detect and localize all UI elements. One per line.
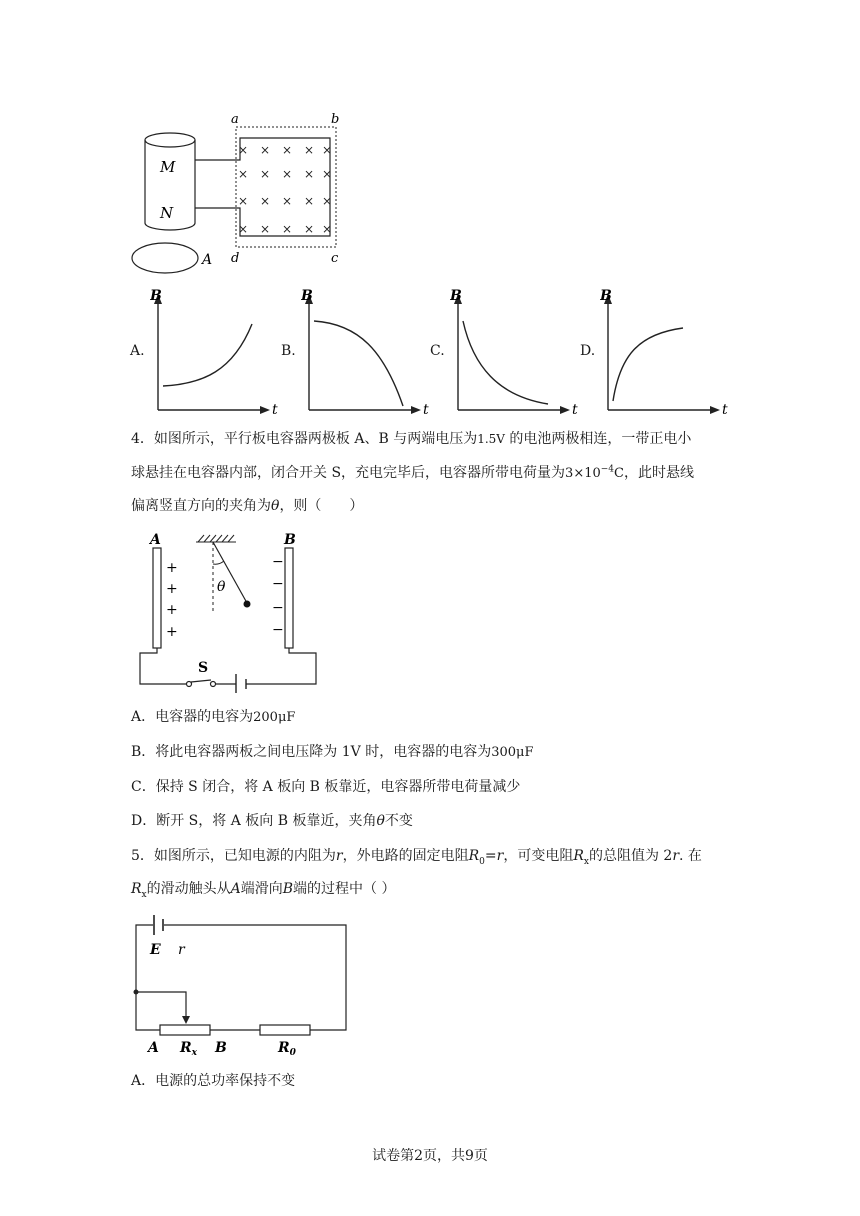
q4-figure	[136, 528, 326, 693]
q4-option-d[interactable]: D．断开 S，将 A 板向 B 板靠近，夹角θ不变	[131, 813, 413, 829]
field-x-mark: ×	[260, 194, 271, 208]
q4-option-b[interactable]: B．将此电容器两板之间电压降为 1V 时，电容器的电容为300μF	[131, 744, 534, 760]
b-t-curve	[463, 321, 548, 404]
minus-sign: −	[272, 576, 284, 592]
q4-line-2: 球悬挂在电容器内部，闭合开关 S，充电完毕后，电容器所带电荷量为$3\times 10^{-4}C$，此时悬线	[131, 464, 694, 481]
plate-a	[153, 548, 161, 648]
field-x-mark: ×	[238, 167, 249, 181]
switch-s[interactable]	[187, 680, 216, 687]
plus-sign: +	[166, 581, 178, 597]
charged-ball	[244, 601, 251, 608]
minus-sign: −	[272, 600, 284, 616]
q3-option-label[interactable]: D.	[580, 343, 596, 359]
emf-label: E	[150, 942, 161, 958]
plate-a-label: A	[150, 532, 161, 548]
plate-b	[285, 548, 293, 648]
ring-a	[132, 243, 198, 273]
internal-resistance-label: r	[178, 942, 185, 958]
corner-a: a	[231, 112, 239, 127]
corner-b: b	[331, 112, 340, 127]
negative-charges	[272, 554, 284, 638]
x-axis-arrow	[710, 406, 720, 414]
field-x-mark: ×	[282, 167, 293, 181]
magnetic-field-marks	[238, 143, 332, 236]
field-x-mark: ×	[304, 167, 315, 181]
page-footer: 试卷第2页，共9页	[372, 1148, 488, 1164]
graph-axes	[158, 296, 266, 410]
q3-option-graph[interactable]	[150, 286, 285, 416]
plate-b-label: B	[284, 532, 296, 548]
q4-line-1: 4．如图所示，平行板电容器两极板 A、B 与两端电压为1.5V 的电池两极相连，一带正电小	[131, 431, 692, 447]
q3-option-label[interactable]: B.	[281, 343, 296, 359]
field-x-mark: ×	[304, 194, 315, 208]
q5-line-1: 5．如图所示，已知电源的内阻为r，外电路的固定电阻$R_0=r$，可变电阻$R_x$的总阻值为 2r. 在	[131, 848, 702, 867]
circuit-wire	[140, 648, 316, 684]
field-x-mark: ×	[322, 194, 333, 208]
r0-label: $R_0$	[278, 1040, 296, 1058]
node-b-label: B	[215, 1040, 227, 1056]
q3-option-label[interactable]: A.	[130, 343, 145, 359]
q3-option-label[interactable]: C.	[430, 343, 445, 359]
plus-sign: +	[166, 602, 178, 618]
q3-option-graph[interactable]	[301, 286, 436, 416]
fixed-resistor-r0	[260, 1025, 310, 1035]
y-axis-label: B	[450, 288, 462, 304]
field-x-mark: ×	[322, 222, 333, 236]
q3-figure	[120, 108, 360, 278]
x-axis-label: t	[272, 402, 278, 416]
x-axis-label: t	[722, 402, 728, 416]
q5-line-2: $R_x$的滑动触头从A端滑向B端的过程中（ ）	[131, 881, 396, 900]
x-axis-label: t	[423, 402, 429, 416]
positive-charges	[166, 560, 178, 640]
field-x-mark: ×	[238, 194, 249, 208]
corner-d: d	[231, 251, 240, 266]
field-x-mark: ×	[282, 143, 293, 157]
field-x-mark: ×	[282, 194, 293, 208]
q4-line-3: 偏离竖直方向的夹角为θ，则（ ）	[131, 498, 364, 514]
x-axis-arrow	[560, 406, 570, 414]
battery	[236, 674, 246, 693]
cylinder-label-n: N	[160, 204, 174, 222]
cylinder-label-m: M	[160, 158, 176, 176]
slider-contact-arrow[interactable]	[182, 1016, 190, 1024]
field-x-mark: ×	[238, 222, 249, 236]
y-axis-label: B	[301, 288, 313, 304]
field-x-mark: ×	[282, 222, 293, 236]
graph-axes	[309, 296, 417, 410]
b-t-curve	[163, 324, 252, 386]
field-x-mark: ×	[260, 222, 271, 236]
field-x-mark: ×	[260, 167, 271, 181]
q5-option-a[interactable]: A．电源的总功率保持不变	[131, 1073, 296, 1089]
plus-sign: +	[166, 560, 178, 576]
q3-option-graph[interactable]	[600, 286, 735, 416]
angle-theta: θ	[217, 579, 226, 595]
minus-sign: −	[272, 554, 284, 570]
angle-arc	[213, 561, 224, 564]
b-t-curve	[314, 321, 403, 406]
minus-sign: −	[272, 622, 284, 638]
rx-label: $R_x$	[180, 1040, 198, 1058]
ring-label: A	[202, 252, 213, 268]
b-t-curve	[613, 328, 683, 401]
field-x-mark: ×	[322, 167, 333, 181]
q4-option-a[interactable]: A．电容器的电容为200μF	[131, 709, 296, 725]
switch-label: S	[198, 660, 209, 676]
ceiling-support	[196, 535, 236, 542]
field-x-mark: ×	[260, 143, 271, 157]
graph-axes	[608, 296, 716, 410]
node-a-label: A	[148, 1040, 159, 1056]
variable-resistor-rx[interactable]	[160, 1025, 210, 1035]
x-axis-label: t	[572, 402, 578, 416]
x-axis-arrow	[260, 406, 270, 414]
battery-e	[154, 915, 163, 935]
q4-option-c[interactable]: C．保持 S 闭合，将 A 板向 B 板靠近，电容器所带电荷量减少	[131, 779, 521, 795]
field-x-mark: ×	[304, 222, 315, 236]
field-x-mark: ×	[304, 143, 315, 157]
x-axis-arrow	[411, 406, 421, 414]
y-axis-label: B	[150, 288, 162, 304]
field-x-mark: ×	[322, 143, 333, 157]
field-x-mark: ×	[238, 143, 249, 157]
circuit-wire	[136, 925, 346, 1030]
junction-dot	[134, 990, 139, 995]
q5-figure	[128, 910, 358, 1060]
corner-c: c	[331, 251, 339, 266]
q3-option-graph[interactable]	[450, 286, 585, 416]
plus-sign: +	[166, 624, 178, 640]
y-axis-label: B	[600, 288, 612, 304]
